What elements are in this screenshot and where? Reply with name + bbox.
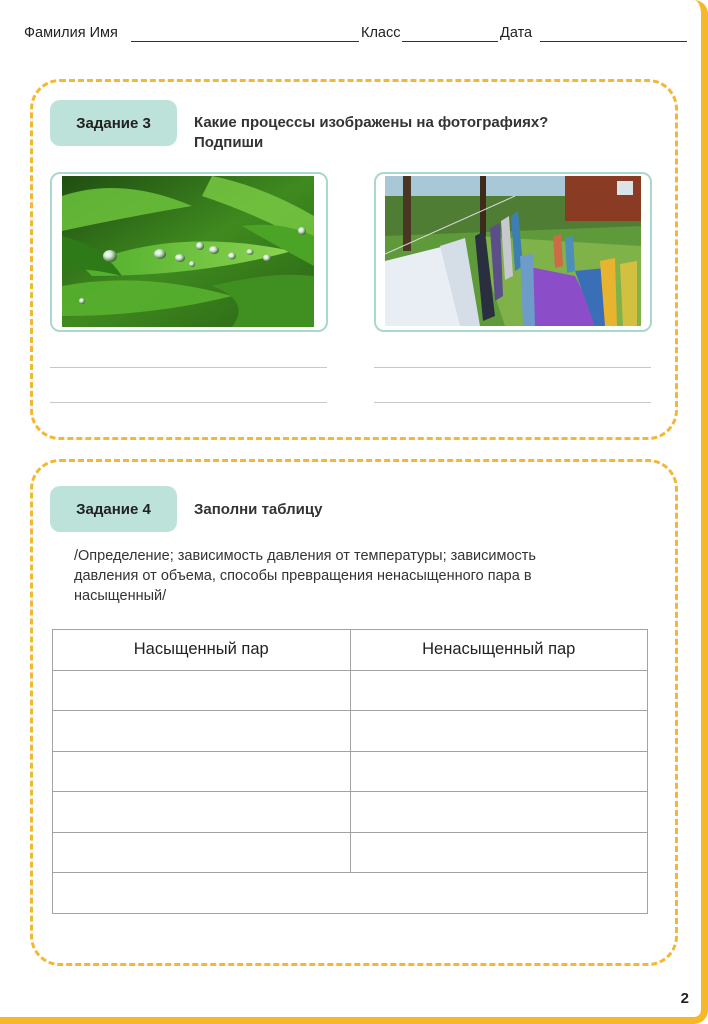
- date-field-line[interactable]: [540, 41, 687, 42]
- table-cell[interactable]: [53, 792, 351, 833]
- task3-title-line1: Какие процессы изображены на фотографиях?: [194, 114, 549, 131]
- dew-drops-on-leaves-photo: [62, 176, 314, 327]
- task3-title-line2: Подпиши: [194, 134, 264, 151]
- table-cell[interactable]: [350, 832, 648, 873]
- student-info-header: [24, 25, 690, 45]
- task3-badge: Задание 3: [50, 100, 177, 146]
- table-header-row: [53, 630, 648, 671]
- name-label: Фамилия Имя: [24, 25, 118, 41]
- table-cell[interactable]: [350, 670, 648, 711]
- photo2-answer-line-2[interactable]: [374, 402, 651, 403]
- table-row: [53, 751, 648, 792]
- task4-badge: Задание 4: [50, 486, 177, 532]
- table-row-merged: [53, 873, 648, 914]
- name-field-line[interactable]: [131, 41, 359, 42]
- header-unsaturated-steam: Ненасыщенный пар: [350, 630, 648, 671]
- table-cell-merged[interactable]: [53, 873, 648, 914]
- class-label: Класс: [361, 25, 401, 41]
- photo2-answer-line-1[interactable]: [374, 367, 651, 368]
- table-row: [53, 792, 648, 833]
- steam-comparison-table: [52, 629, 648, 914]
- task4-hint: [74, 546, 536, 606]
- photo1-answer-line-1[interactable]: [50, 367, 327, 368]
- table-cell[interactable]: [53, 832, 351, 873]
- header-saturated-steam: Насыщенный пар: [53, 630, 351, 671]
- task4-title: Заполни таблицу: [194, 501, 323, 518]
- task4-hint-line1: /Определение; зависимость давления от температуры; зависимость: [74, 548, 536, 564]
- laundry-drying-on-clothesline-photo: [385, 176, 641, 326]
- table-cell[interactable]: [53, 711, 351, 752]
- table-row: [53, 832, 648, 873]
- task3-title: [194, 113, 548, 153]
- table-cell[interactable]: [350, 751, 648, 792]
- task4-hint-line3: насыщенный/: [74, 588, 167, 604]
- table-cell[interactable]: [350, 792, 648, 833]
- table-cell[interactable]: [53, 670, 351, 711]
- class-field-line[interactable]: [402, 41, 498, 42]
- date-label: Дата: [500, 25, 533, 41]
- task4-hint-line2: давления от объема, способы превращения ненасыщенного пара в: [74, 568, 532, 584]
- table-row: [53, 711, 648, 752]
- table-cell[interactable]: [350, 711, 648, 752]
- table-row: [53, 670, 648, 711]
- page-number: 2: [680, 990, 689, 1007]
- table-cell[interactable]: [53, 751, 351, 792]
- photo1-answer-line-2[interactable]: [50, 402, 327, 403]
